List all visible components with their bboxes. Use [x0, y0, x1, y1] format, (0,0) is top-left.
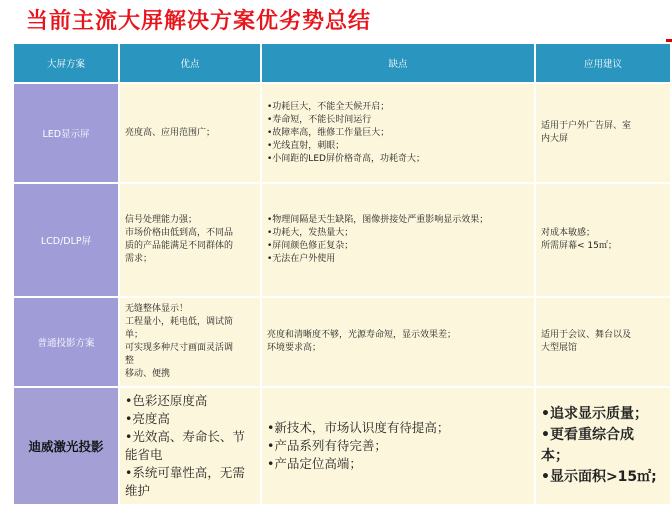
header-advice: 应用建议: [536, 44, 670, 82]
table-row: [14, 184, 670, 296]
pros-line: 能省电: [125, 447, 163, 462]
cons-line: •功耗大，发热量大；: [267, 228, 354, 238]
cons-line: •屏间颜色修正复杂；: [267, 241, 354, 251]
cons-line: •小间距的LED屏价格奇高，功耗奇大；: [267, 153, 425, 164]
comparison-table: [12, 42, 672, 506]
row-label-projection: 普通投影方案: [14, 298, 118, 386]
pros-line: •光效高、寿命长、节: [125, 429, 245, 444]
header-scheme: 大屏方案: [14, 44, 118, 82]
pros-cell: [120, 388, 260, 504]
pros-line: 移动、便携: [125, 369, 171, 379]
advice-cell: [536, 84, 670, 182]
pros-line: 质的产品能满足不同群体的: [125, 241, 234, 251]
pros-line: •亮度高: [125, 411, 170, 426]
cons-cell: [262, 298, 534, 386]
advice-cell: [536, 298, 670, 386]
pros-line: 亮度高、应用范围广；: [125, 127, 216, 138]
advice-line: 内大屏: [541, 134, 569, 144]
table-row: [14, 298, 670, 386]
pros-cell: [120, 298, 260, 386]
cons-line: •产品定位高端；: [267, 456, 362, 471]
table-row: [14, 388, 670, 504]
cons-line: •故障率高，维修工作量巨大；: [267, 127, 390, 138]
advice-line: 对成本敏感；: [541, 228, 596, 238]
header-cons: 缺点: [262, 44, 534, 82]
cons-cell: [262, 184, 534, 296]
pros-line: •色彩还原度高: [125, 393, 208, 408]
row-label-lcd-dlp: LCD/DLP屏: [14, 184, 118, 296]
advice-line: 所需屏幕< 15㎡；: [541, 241, 617, 251]
pros-line: 可实现多种尺寸画面灵活调: [125, 343, 234, 353]
advice-line: 适用于会议、舞台以及: [541, 330, 632, 340]
row-label-led: LED显示屏: [14, 84, 118, 182]
row-label-laser: 迪威激光投影: [14, 388, 118, 504]
cons-line: •光线直射，刺眼；: [267, 140, 345, 151]
advice-line: •追求显示质量；: [541, 406, 648, 422]
header-pros: 优点: [120, 44, 260, 82]
table-header-row: [14, 44, 670, 82]
cons-line: •新技术，市场认识度有待提高；: [267, 420, 450, 435]
cons-line: 亮度和清晰度不够，光源寿命短，显示效果差；: [267, 330, 457, 340]
pros-line: 维护: [125, 483, 151, 498]
pros-line: 信号处理能力强；: [125, 215, 198, 225]
cons-line: •寿命短，不能长时间运行: [267, 114, 372, 125]
pros-line: 需求；: [125, 254, 153, 264]
pros-line: 市场价格由低到高，不同品: [125, 228, 234, 238]
table-row: [14, 84, 670, 182]
page-title: 当前主流大屏解决方案优劣势总结: [26, 9, 372, 34]
pros-line: •系统可靠性高，无需: [125, 465, 245, 480]
pros-line: 无缝整体显示！: [125, 304, 189, 314]
cons-cell: [262, 388, 534, 504]
cons-line: •产品系列有待完善；: [267, 438, 387, 453]
pros-line: 工程量小，耗电低，调试简: [125, 317, 234, 327]
pros-cell: [120, 184, 260, 296]
advice-line: 大型展馆: [541, 343, 578, 353]
advice-cell: [536, 184, 670, 296]
cons-cell: [262, 84, 534, 182]
pros-line: 单；: [125, 330, 144, 340]
cons-line: •功耗巨大，不能全天候开启；: [267, 101, 390, 112]
cons-line: 环境要求高；: [267, 343, 322, 353]
advice-line: 适用于户外广告屏、室: [541, 121, 632, 131]
advice-line: •更看重综合成: [541, 427, 634, 443]
cons-line: •物理间隔是天生缺陷，图像拼接处严重影响显示效果；: [267, 215, 489, 225]
advice-cell: [536, 388, 670, 504]
advice-line: •显示面积>15㎡;: [541, 469, 657, 485]
pros-line: 整: [125, 356, 135, 366]
cons-line: •无法在户外使用: [267, 254, 336, 264]
advice-line: 本；: [541, 448, 569, 464]
pros-cell: [120, 84, 260, 182]
